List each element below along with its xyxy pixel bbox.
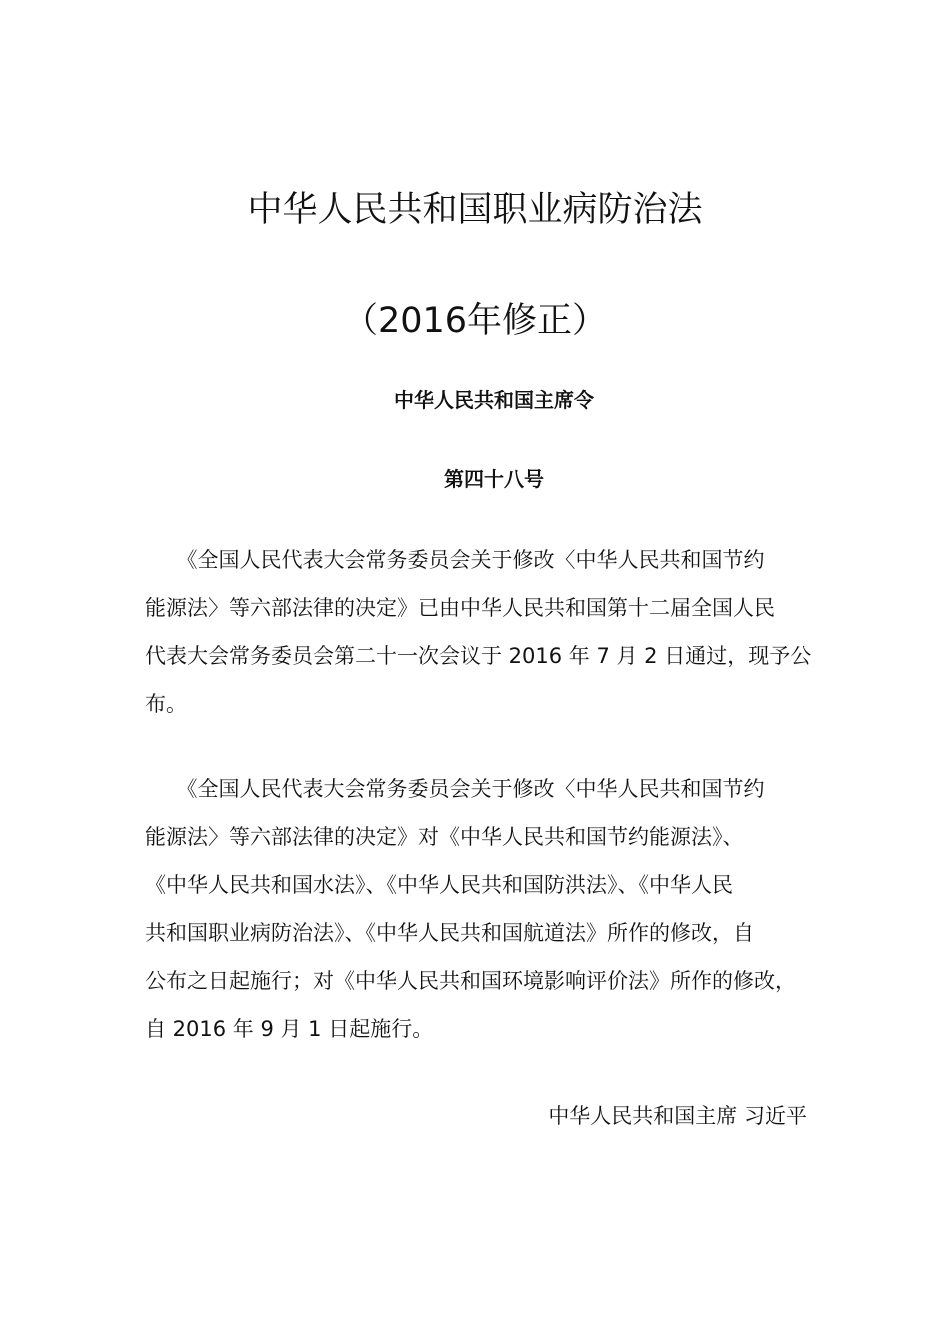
president-signature: 中华人民共和国主席 习近平: [548, 1104, 807, 1128]
paragraph-line: 共和国职业病防治法》、《中华人民共和国航道法》所作的修改，自: [145, 921, 754, 945]
order-issuer-heading: 中华人民共和国主席令: [394, 388, 594, 412]
paragraph-line: 能源法〉等六部法律的决定》已由中华人民共和国第十二届全国人民: [145, 596, 775, 620]
effective-date-paragraph: [145, 765, 810, 1053]
document-subtitle: （2016年修正）: [342, 301, 608, 341]
paragraph-line: 公布之日起施行；对《中华人民共和国环境影响评价法》所作的修改，: [145, 969, 796, 993]
paragraph-line: 能源法〉等六部法律的决定》对《中华人民共和国节约能源法》、: [145, 825, 744, 849]
paragraph-line: 《全国人民代表大会常务委员会关于修改〈中华人民共和国节约: [145, 777, 765, 801]
paragraph-line: 布。: [145, 692, 187, 716]
paragraph-line: 代表大会常务委员会第二十一次会议于 2016 年 7 月 2 日通过，现予公: [145, 644, 812, 668]
announcement-paragraph: [145, 536, 810, 728]
paragraph-line: 《中华人民共和国水法》、《中华人民共和国防洪法》、《中华人民: [145, 873, 733, 897]
document-title: 中华人民共和国职业病防治法: [247, 190, 703, 230]
paragraph-line: 自 2016 年 9 月 1 日起施行。: [145, 1017, 434, 1041]
order-number-heading: 第四十八号: [444, 467, 544, 491]
paragraph-line: 《全国人民代表大会常务委员会关于修改〈中华人民共和国节约: [145, 548, 765, 572]
